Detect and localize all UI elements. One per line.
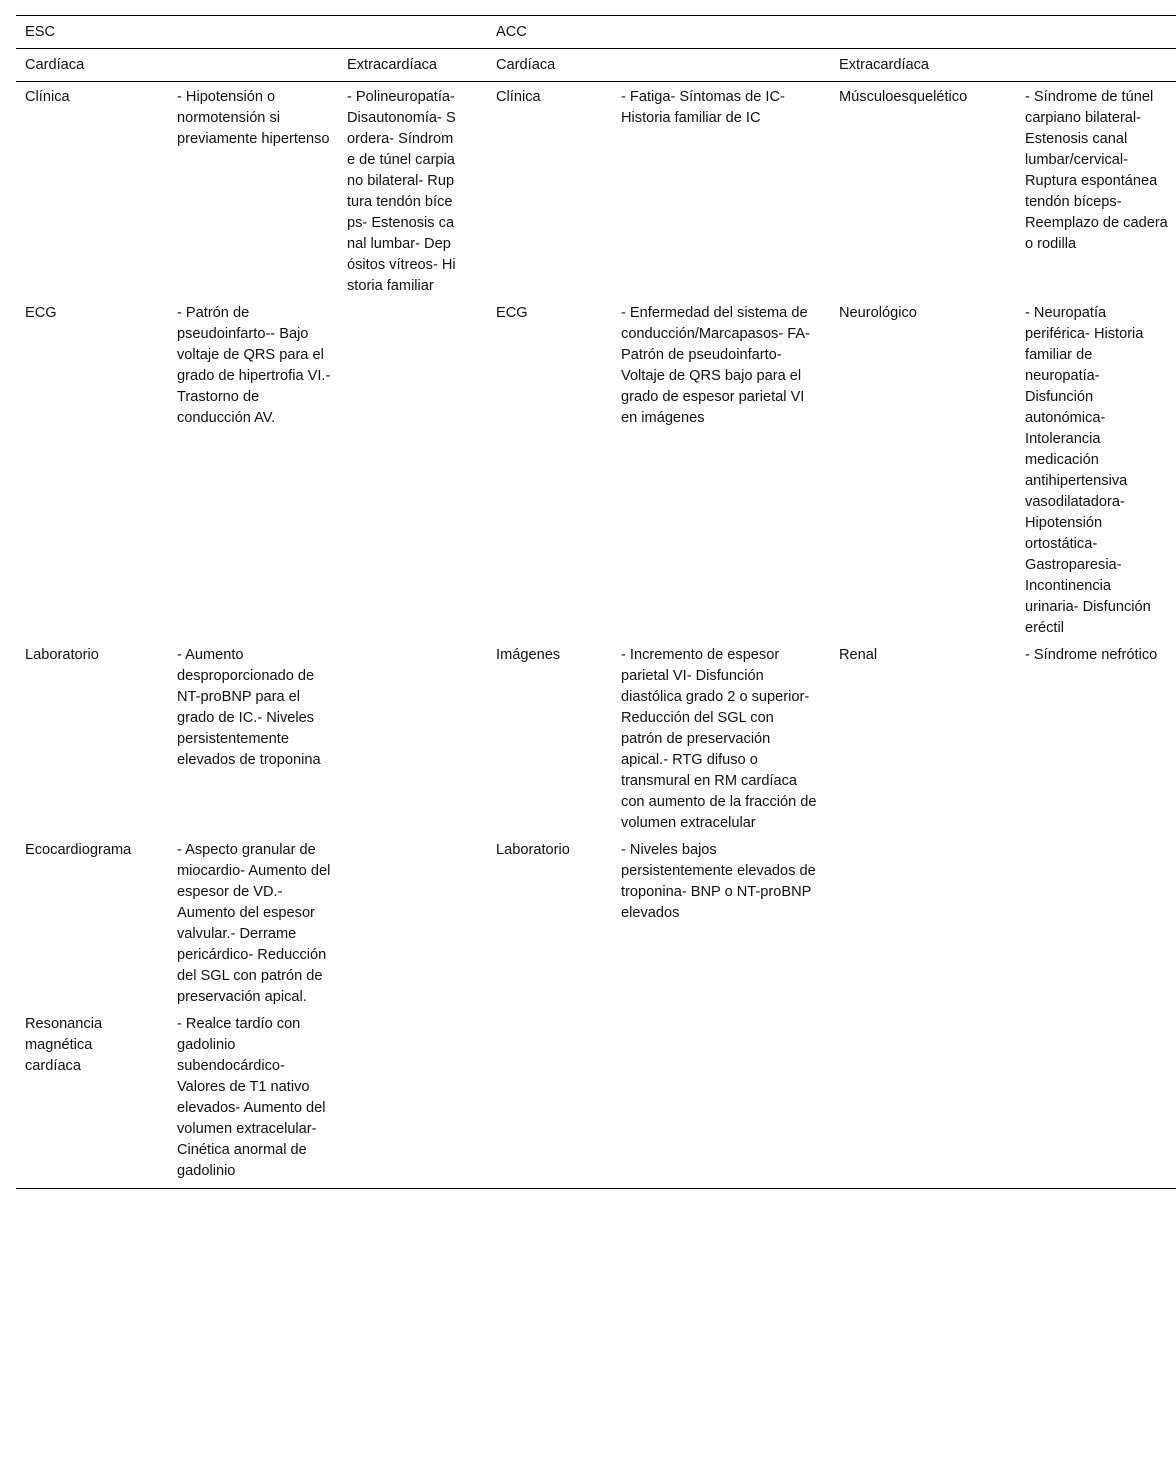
acc-category: ECG bbox=[496, 305, 528, 321]
esc-category: Clínica bbox=[25, 89, 70, 105]
acc-extracardiac-category: Renal bbox=[839, 647, 878, 663]
acc-category bbox=[496, 1009, 621, 1189]
esc-category: Resonancia magnética cardíaca bbox=[16, 1009, 177, 1189]
table-row bbox=[16, 640, 1176, 835]
header-acc-cardiaca: Cardíaca bbox=[496, 49, 839, 82]
acc-extracardiac-category bbox=[839, 1009, 1025, 1189]
acc-cardiac-findings: - Fatiga- Síntomas de IC- Historia familiar de IC bbox=[621, 89, 785, 126]
acc-extracardiac-category bbox=[839, 835, 1025, 1009]
esc-category: ECG bbox=[25, 305, 57, 321]
esc-cardiac-findings: - Hipotensión o normotensión si previamente hipertenso bbox=[177, 89, 330, 147]
header-row-2 bbox=[16, 49, 1176, 82]
acc-extracardiac-findings: - Síndrome nefrótico bbox=[1025, 647, 1158, 663]
acc-extracardiac-category: Neurológico bbox=[839, 305, 917, 321]
acc-category: Laboratorio bbox=[496, 842, 570, 858]
esc-extracardiac-findings bbox=[347, 1009, 496, 1189]
esc-cardiac-findings: - Aspecto granular de miocardio- Aumento del espesor de VD.- Aumento del espesor valvular.- Derrame pericárdico- Reducción del SGL con patrón de preservación apical. bbox=[177, 842, 331, 1005]
table-row bbox=[16, 1009, 1176, 1189]
esc-extracardiac-findings bbox=[347, 298, 496, 640]
esc-extracardiac-findings: - Polineuropatía- Disautonomía- Sordera- Síndrome de túnel carpiano bilateral- Ruptura tendón bíceps- Estenosis canal lumbar- Depósitos vítreos- Historia familiar bbox=[347, 89, 456, 294]
esc-extracardiac-findings bbox=[347, 835, 496, 1009]
esc-category: Ecocardiograma bbox=[25, 842, 132, 858]
acc-cardiac-findings: - Incremento de espesor parietal VI- Disfunción diastólica grado 2 o superior- Reducción del SGL con patrón de preservación apical.- RTG difuso o transmural en RM cardíaca con aumento de la fracción de volumen extracelular bbox=[621, 647, 817, 831]
header-esc-extracardiaca: Extracardíaca bbox=[347, 49, 496, 82]
esc-cardiac-findings: - Patrón de pseudoinfarto-- Bajo voltaje de QRS para el grado de hipertrofia VI.- Trastorno de conducción AV. bbox=[177, 305, 331, 426]
acc-extracardiac-category: Músculoesquelético bbox=[839, 89, 968, 105]
acc-cardiac-findings: - Enfermedad del sistema de conducción/Marcapasos- FA- Patrón de pseudoinfarto- Voltaje de QRS bajo para el grado de espesor parietal VI en imágenes bbox=[621, 305, 811, 426]
acc-extracardiac-findings: - Síndrome de túnel carpiano bilateral- Estenosis canal lumbar/cervical- Ruptura espontánea tendón bíceps- Reemplazo de cadera o rodilla bbox=[1025, 89, 1168, 252]
header-esc: ESC bbox=[16, 16, 496, 49]
table-row bbox=[16, 82, 1176, 299]
header-row-1 bbox=[16, 16, 1176, 49]
esc-cardiac-findings: - Aumento desproporcionado de NT-proBNP para el grado de IC.- Niveles persistentemente elevados de troponina bbox=[177, 647, 321, 768]
esc-category: Laboratorio bbox=[25, 647, 99, 663]
header-acc-extracardiaca: Extracardíaca bbox=[839, 49, 1176, 82]
acc-category: Clínica bbox=[496, 89, 541, 105]
table-row bbox=[16, 835, 1176, 1009]
esc-extracardiac-findings bbox=[347, 640, 496, 835]
acc-extracardiac-findings bbox=[1025, 1009, 1176, 1189]
acc-extracardiac-findings bbox=[1025, 835, 1176, 1009]
header-acc: ACC bbox=[496, 16, 1176, 49]
table-row bbox=[16, 298, 1176, 640]
acc-category: Imágenes bbox=[496, 647, 561, 663]
acc-cardiac-findings: - Niveles bajos persistentemente elevados de troponina- BNP o NT-proBNP elevados bbox=[621, 842, 816, 921]
criteria-table bbox=[16, 15, 1176, 1189]
header-esc-cardiaca: Cardíaca bbox=[16, 49, 347, 82]
acc-extracardiac-findings: - Neuropatía periférica- Historia familiar de neuropatía- Disfunción autonómica- Intolerancia medicación antihipertensiva vasodilatadora- Hipotensión ortostática- Gastroparesia- Incontinencia urinaria- Disfunción eréctil bbox=[1025, 305, 1151, 636]
esc-cardiac-findings: - Realce tardío con gadolinio subendocárdico- Valores de T1 nativo elevados- Aumento del volumen extracelular- Cinética anormal de gadolinio bbox=[177, 1009, 347, 1189]
acc-cardiac-findings bbox=[621, 1009, 839, 1189]
